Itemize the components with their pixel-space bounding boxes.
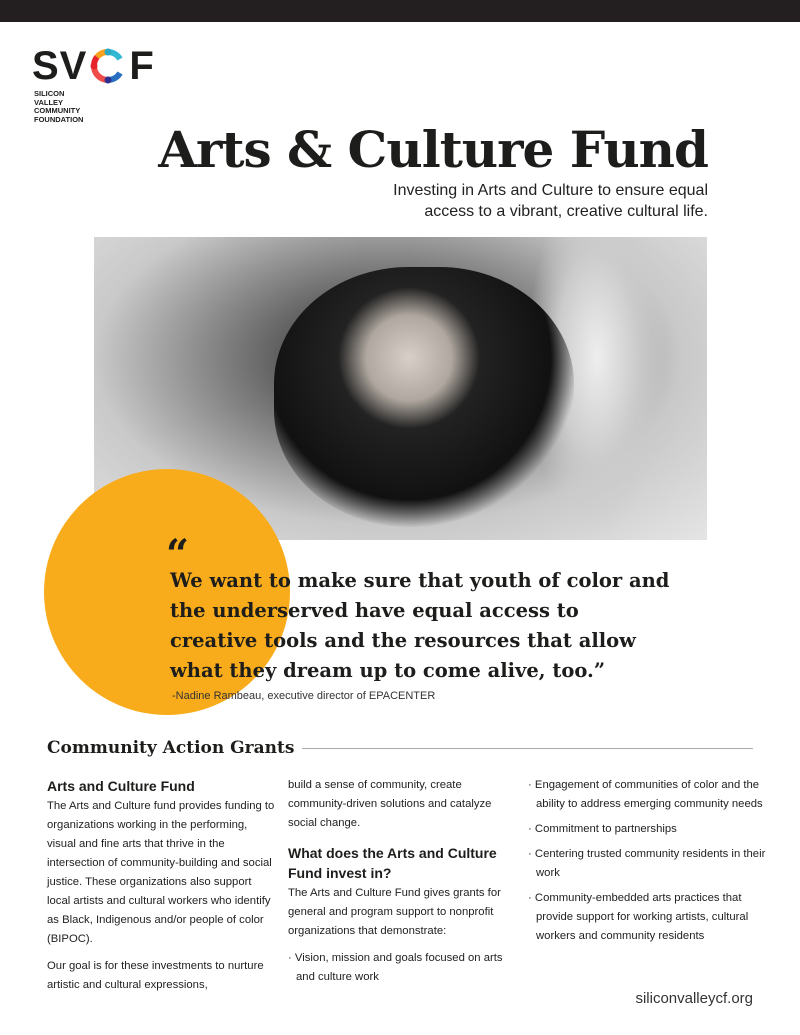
logo-line: VALLEY xyxy=(34,97,64,107)
quote-mark-icon: “ xyxy=(166,531,190,578)
pull-quote: We want to make sure that youth of color and the underserved have equal access to creative tools and the resources that allow what they dream up to come alive, too.” xyxy=(170,569,670,682)
column-3 xyxy=(528,776,768,952)
column-1 xyxy=(47,776,277,1003)
logo-letter-f: F xyxy=(129,44,155,88)
logo-line: SILICON xyxy=(34,89,65,98)
section-heading: Community Action Grants xyxy=(47,737,302,759)
logo-mark xyxy=(32,46,155,86)
logo-line: FOUNDATION xyxy=(34,114,84,124)
column-heading: Arts and Culture Fund xyxy=(47,778,195,794)
logo-subtitle xyxy=(34,90,155,124)
page-subtitle xyxy=(393,180,708,222)
list-item: · Community-embedded arts practices that provide support for working artists, cultural workers and community residents xyxy=(528,889,768,946)
logo-line: COMMUNITY xyxy=(34,106,81,115)
main-dancer xyxy=(274,267,574,527)
list-item: · Commitment to partnerships xyxy=(528,820,768,839)
column-2 xyxy=(288,776,513,993)
subtitle-line: access to a vibrant, creative cultural life. xyxy=(424,203,708,220)
bullet-list xyxy=(528,776,768,946)
subtitle-line: Investing in Arts and Culture to ensure equal xyxy=(393,182,708,199)
footer-url[interactable]: siliconvalleycf.org xyxy=(635,990,753,1007)
logo-ring-icon xyxy=(88,46,128,86)
column-heading: What does the Arts and Culture Fund invest in? xyxy=(288,845,497,881)
logo-letters: SV xyxy=(32,44,88,88)
bullet-list xyxy=(288,949,513,987)
paragraph: Our goal is for these investments to nurture artistic and cultural expressions, xyxy=(47,960,264,991)
paragraph: The Arts and Culture fund provides funding to organizations working in the performing, visual and fine arts that thrive in the intersection of community-building and social justice. These organizations also support local artists and cultural workers who identify as Black, Indigenous and/or people of color (BIPOC). xyxy=(47,800,275,945)
top-bar xyxy=(0,0,800,22)
svcf-logo xyxy=(32,46,155,124)
page-title: Arts & Culture Fund xyxy=(158,120,708,179)
list-item: · Engagement of communities of color and the ability to address emerging community needs xyxy=(528,776,768,814)
paragraph: The Arts and Culture Fund gives grants for general and program support to nonprofit organizations that demonstrate: xyxy=(288,887,501,937)
paragraph: build a sense of community, create community-driven solutions and catalyze social change. xyxy=(288,779,492,829)
section-divider xyxy=(300,748,753,749)
list-item: · Vision, mission and goals focused on arts and culture work xyxy=(288,949,513,987)
list-item: · Centering trusted community residents in their work xyxy=(528,845,768,883)
quote-attribution: -Nadine Rambeau, executive director of EPACENTER xyxy=(172,690,436,702)
